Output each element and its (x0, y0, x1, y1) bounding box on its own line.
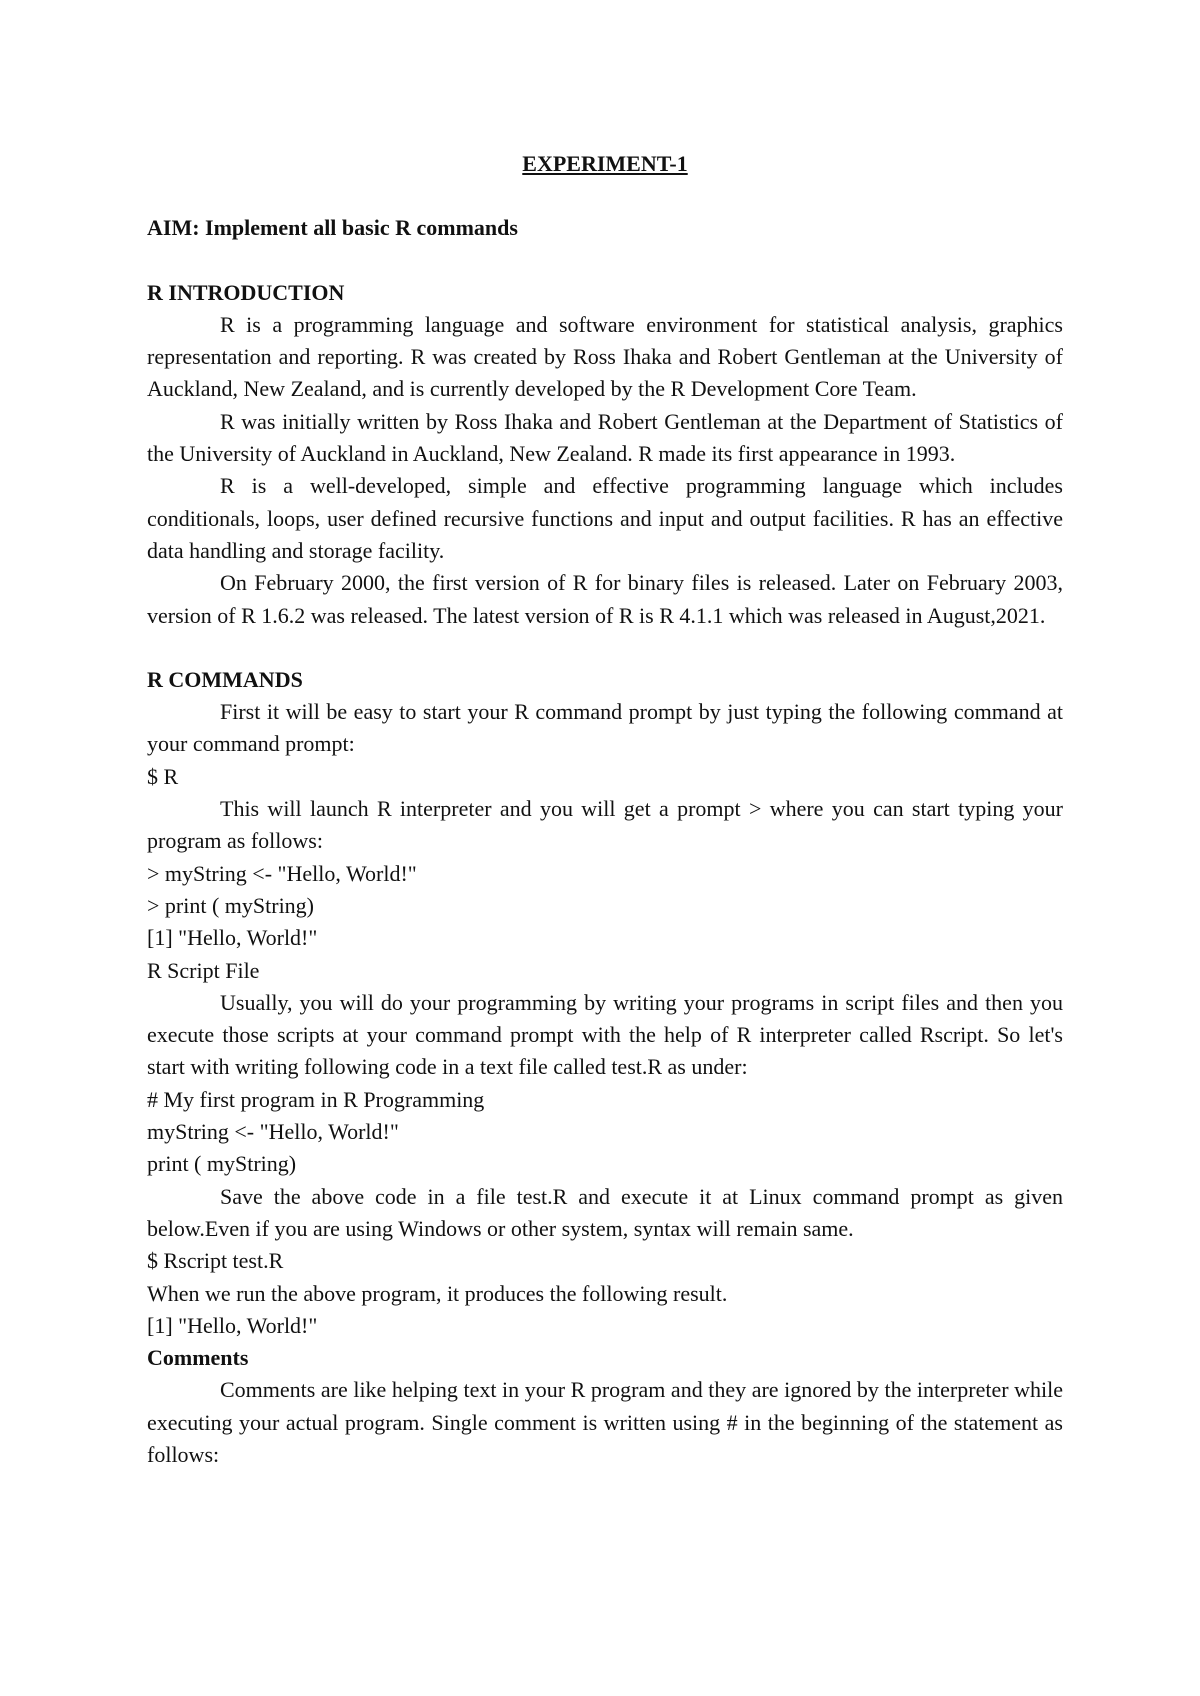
aim-statement: AIM: Implement all basic R commands (147, 215, 518, 241)
code-line: [1] "Hello, World!" (147, 925, 318, 951)
commands-paragraph-3: Usually, you will do your programming by writing your programs in script files and then you execute those scripts at your command prompt with the help of R interpreter called Rscript. So let's start with writing following code in a text file called test.R as under: (147, 989, 1063, 1080)
commands-paragraph-1: First it will be easy to start your R command prompt by just typing the following command at your command prompt: (147, 699, 1063, 757)
intro-paragraph-4: On February 2000, the first version of R for binary files is released. Later on February 2003, version of R 1.6.2 was released. The latest version of R is R 4.1.1 which was released in August,2021. (147, 570, 1063, 628)
section-heading-commands: R COMMANDS (147, 666, 303, 692)
script-file-label: R Script File (147, 957, 260, 983)
commands-paragraph-4: Save the above code in a file test.R and execute it at Linux command prompt as given below.Even if you are using Windows or other system, syntax will remain same. (147, 1183, 1063, 1241)
code-line: > print ( myString) (147, 892, 315, 918)
code-line: > myString <- "Hello, World!" (147, 860, 417, 886)
command-line-r: $ R (147, 763, 179, 789)
result-intro-line: When we run the above program, it produces the following result. (147, 1280, 728, 1306)
section-heading-comments: Comments (147, 1345, 249, 1371)
page-title: EXPERIMENT-1 (522, 151, 688, 176)
code-line: print ( myString) (147, 1151, 297, 1177)
commands-paragraph-2: This will launch R interpreter and you will get a prompt > where you can start typing your program as follows: (147, 796, 1063, 854)
intro-paragraph-3: R is a well-developed, simple and effective programming language which includes conditionals, loops, user defined recursive functions and input and output facilities. R has an effective data handling and storage facility. (147, 473, 1063, 563)
code-line: myString <- "Hello, World!" (147, 1119, 399, 1145)
section-heading-intro: R INTRODUCTION (147, 279, 345, 305)
intro-paragraph-1: R is a programming language and software environment for statistical analysis, graphics representation and reporting. R was created by Ross Ihaka and Robert Gentleman at the University of Auckland, New Zealand, and is currently developed by the R Development Core Team. (147, 311, 1063, 402)
code-line: # My first program in R Programming (147, 1086, 485, 1112)
command-line-rscript: $ Rscript test.R (147, 1248, 284, 1274)
document-page (147, 148, 1063, 1471)
intro-paragraph-2: R was initially written by Ross Ihaka and Robert Gentleman at the Department of Statistics of the University of Auckland in Auckland, New Zealand. R made its first appearance in 1993. (147, 408, 1063, 467)
comments-paragraph: Comments are like helping text in your R program and they are ignored by the interpreter while executing your actual program. Single comment is written using # in the beginning of the statement as follows: (147, 1377, 1063, 1467)
result-output-line: [1] "Hello, World!" (147, 1312, 318, 1338)
